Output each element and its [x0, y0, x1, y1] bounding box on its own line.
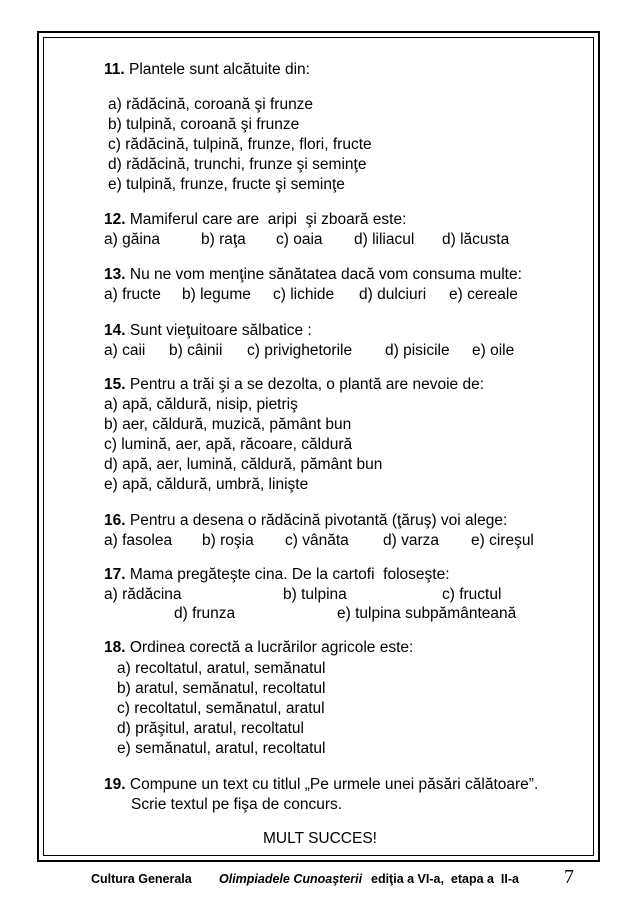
option: b) tulpina — [283, 586, 347, 603]
question-number: 13. — [104, 266, 126, 283]
page-number: 7 — [564, 866, 574, 888]
question-19 — [104, 775, 538, 795]
question-number: 15. — [104, 376, 126, 393]
option: d) rădăcină, trunchi, frunze şi seminţe — [108, 156, 367, 173]
option: c) privighetorile — [247, 342, 353, 359]
question-12 — [104, 210, 406, 230]
option: d) lăcusta — [442, 231, 510, 248]
option: c) fructul — [442, 586, 502, 603]
option: e) cireşul — [471, 532, 534, 549]
option: b) raţa — [201, 231, 246, 248]
option: d) prăşitul, aratul, recoltatul — [117, 720, 304, 737]
option: a) fasolea — [104, 532, 173, 549]
option: c) rădăcină, tulpină, frunze, flori, fructe — [108, 136, 372, 153]
question-text: Plantele sunt alcătuite din: — [129, 61, 310, 78]
question-16 — [104, 511, 507, 531]
question-text-continued: Scrie textul pe fişa de concurs. — [131, 796, 343, 813]
question-text: Pentru a trăi şi a se dezolta, o plantă are nevoie de: — [129, 376, 485, 393]
option: c) recoltatul, semănatul, aratul — [117, 700, 325, 717]
question-11 — [104, 60, 310, 80]
option: d) liliacul — [354, 231, 415, 248]
footer-subject: Cultura Generala — [91, 872, 192, 886]
question-17 — [104, 565, 450, 585]
question-text: Mama pregăteşte cina. De la cartofi foloseşte: — [129, 566, 450, 583]
question-number: 19. — [104, 776, 126, 793]
question-text: Pentru a desena o rădăcină pivotantă (ţăruş) voi alege: — [129, 512, 508, 529]
option: a) rădăcina — [104, 586, 182, 603]
option: a) rădăcină, coroană şi frunze — [108, 96, 314, 113]
question-number: 12. — [104, 211, 126, 228]
option: d) dulciuri — [359, 286, 427, 303]
question-text: Mamiferul care are aripi şi zboară este: — [129, 211, 407, 228]
option: e) cereale — [449, 286, 518, 303]
question-number: 17. — [104, 566, 126, 583]
question-number: 16. — [104, 512, 126, 529]
question-text: Compune un text cu titlul „Pe urmele unei păsări călătoare”. — [129, 776, 539, 793]
question-number: 14. — [104, 322, 126, 339]
option: e) apă, căldură, umbră, linişte — [104, 476, 309, 493]
option: b) câinii — [169, 342, 223, 359]
option: a) recoltatul, aratul, semănatul — [117, 660, 326, 677]
option: c) vânăta — [285, 532, 349, 549]
option: e) oile — [472, 342, 515, 359]
option: b) tulpină, coroană şi frunze — [108, 116, 300, 133]
option: c) lumină, aer, apă, răcoare, căldură — [104, 436, 353, 453]
option: a) apă, căldură, nisip, pietriş — [104, 396, 298, 413]
question-14 — [104, 321, 312, 341]
option: c) oaia — [276, 231, 323, 248]
option: d) pisicile — [385, 342, 450, 359]
option: d) varza — [383, 532, 439, 549]
question-13 — [104, 265, 522, 285]
question-15 — [104, 375, 484, 395]
footer-olympiad: Olimpiadele Cunoaşterii — [219, 872, 363, 886]
option: a) caii — [104, 342, 146, 359]
option: e) tulpină, frunze, fructe şi seminţe — [108, 176, 345, 193]
option: c) lichide — [273, 286, 335, 303]
closing-message: MULT SUCCES! — [263, 830, 377, 847]
question-text: Sunt vieţuitoare sălbatice : — [129, 322, 312, 339]
option: e) semănatul, aratul, recoltatul — [117, 740, 326, 757]
question-number: 11. — [104, 61, 125, 78]
option: b) aer, căldură, muzică, pământ bun — [104, 416, 352, 433]
question-text: Nu ne vom menţine sănătatea dacă vom consuma multe: — [129, 266, 522, 283]
option: b) aratul, semănatul, recoltatul — [117, 680, 326, 697]
question-18 — [104, 638, 413, 658]
option: b) legume — [182, 286, 251, 303]
question-text: Ordinea corectă a lucrărilor agricole este: — [129, 639, 414, 656]
option: a) găina — [104, 231, 161, 248]
option: a) fructe — [104, 286, 161, 303]
option: d) apă, aer, lumină, căldură, pământ bun — [104, 456, 383, 473]
question-number: 18. — [104, 639, 126, 656]
option: d) frunza — [174, 605, 236, 622]
option: b) roşia — [202, 532, 254, 549]
option: e) tulpina subpământeană — [337, 605, 517, 622]
footer-edition: ediţia a VI-a, etapa a II-a — [371, 872, 519, 886]
